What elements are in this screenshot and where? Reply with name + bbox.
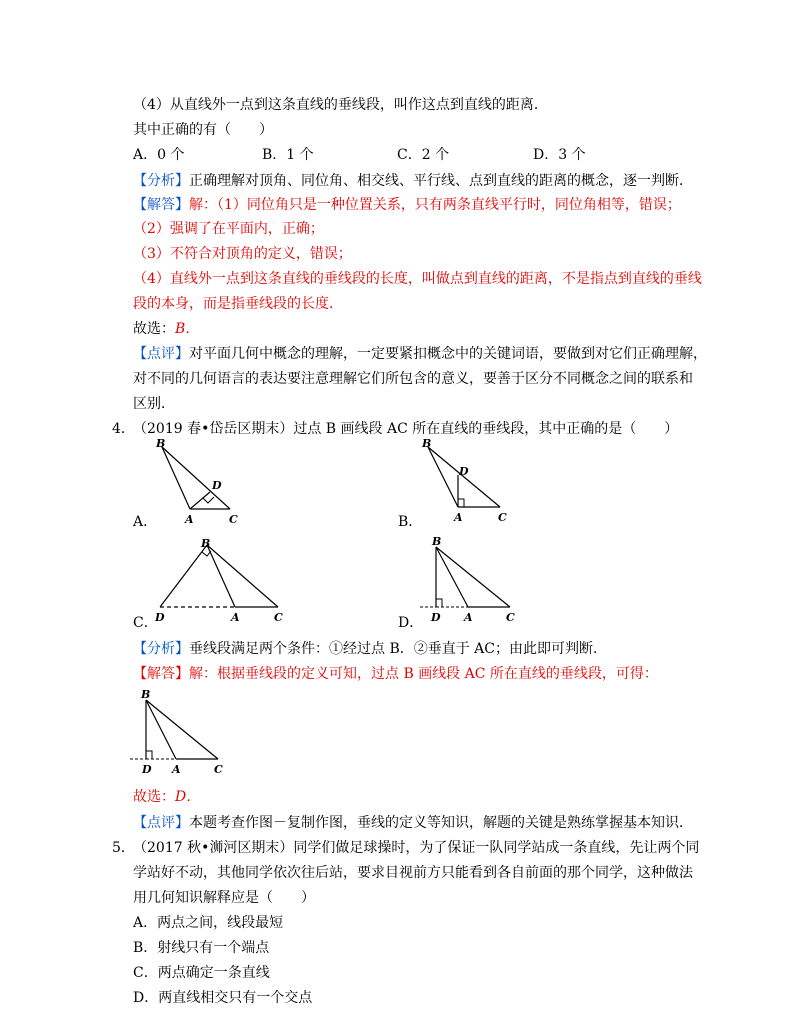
q4-option-b-label: B． (398, 514, 423, 530)
q4-option-c-label: C． (133, 615, 158, 631)
figure-a-svg (150, 437, 260, 527)
point-label-c: C (214, 763, 223, 776)
q3-solution-line-3: （3）不符合对顶角的定义，错误； (133, 246, 352, 262)
comment-text: 对平面几何中概念的理解，一定要紧扣概念中的关键词语，要做到对它们正确理解， (189, 346, 707, 362)
q4-option-a-label: A． (133, 514, 158, 530)
right-angle-mark (203, 497, 214, 503)
answer-value: D． (175, 789, 201, 805)
solution-figure-svg (128, 688, 238, 780)
comment-tag: 【点评】 (133, 346, 189, 362)
segment-ba (146, 700, 176, 759)
q3-option-d: D．3 个 (533, 147, 586, 163)
q5-option-b: B．射线只有一个端点 (133, 940, 270, 956)
point-label-c: C (506, 611, 515, 624)
q4-number: 4． (112, 421, 135, 437)
segment-ba (162, 447, 190, 509)
q3-option-a: A．0 个 (133, 147, 185, 163)
q5-option-a: A．两点之间，线段最短 (133, 915, 284, 931)
q4-option-d-label: D． (398, 615, 424, 631)
q5-option-c: C．两点确定一条直线 (133, 965, 270, 981)
comment-tag: 【点评】 (133, 815, 189, 831)
point-label-a: A (464, 611, 473, 624)
segment-bc (207, 545, 278, 607)
q3-question-prompt: 其中正确的有（ ） (133, 122, 273, 138)
q3-solution-line-5: 段的本身，而是指垂线段的长度． (133, 296, 343, 312)
q4-figure-c (150, 535, 300, 630)
analysis-tag: 【分析】 (133, 641, 189, 657)
q3-solution-line-2: （2）强调了在平面内，正确； (133, 221, 324, 237)
q3-solution-line-1 (133, 196, 681, 214)
point-label-b: B (422, 437, 432, 450)
q3-comment-line-2: 对不同的几何语言的表达要注意理解它们所包含的意义，要善于区分不同概念之间的联系和 (133, 371, 693, 387)
q4-figure-a (150, 437, 260, 527)
q4-stem: （2019 春•岱岳区期末）过点 B 画线段 AC 所在直线的垂线段，其中正确的是（ ） (133, 421, 679, 437)
q4-analysis (133, 640, 607, 658)
q3-option-c: C．2 个 (397, 147, 450, 163)
q3-comment-line-3: 区别． (133, 396, 175, 412)
point-label-b: B (156, 437, 166, 450)
q4-figure-d (418, 535, 528, 630)
segment-ba (207, 545, 235, 607)
point-label-b: B (201, 537, 211, 550)
right-angle-mark (436, 599, 442, 607)
q3-answer (133, 320, 199, 338)
solution-text: 解：根据垂线段的定义可知，过点 B 画线段 AC 所在直线的垂线段，可得： (189, 666, 658, 682)
point-label-a: A (231, 611, 240, 624)
figure-c-svg (150, 535, 300, 630)
point-label-c: C (229, 513, 238, 526)
q5-number: 5． (112, 840, 135, 856)
q5-option-d: D．两直线相交只有一个交点 (133, 990, 313, 1006)
point-label-a: A (185, 513, 194, 526)
analysis-text: 垂线段满足两个条件：①经过点 B．②垂直于 AC；由此即可判断． (189, 641, 608, 657)
solution-tag: 【解答】 (133, 197, 189, 213)
segment-ad (190, 492, 210, 509)
q4-solution-figure (128, 688, 238, 780)
q3-comment-line-1 (133, 345, 707, 363)
q4-solution (133, 665, 658, 683)
q4-comment (133, 814, 693, 832)
q3-statement-4: （4）从直线外一点到这条直线的垂线段，叫作这点到直线的距离． (133, 97, 548, 113)
point-label-b: B (141, 688, 151, 701)
point-label-d: D (459, 465, 469, 478)
segment-bc (146, 700, 218, 759)
point-label-d: D (155, 611, 165, 624)
comment-text: 本题考查作图－复制作图，垂线的定义等知识，解题的关键是熟练掌握基本知识． (189, 815, 693, 831)
right-angle-mark (146, 751, 152, 759)
q5-stem-line-1: （2017 秋•浉河区期末）同学们做足球操时，为了保证一队同学站成一条直线，先让两个同 (133, 840, 700, 856)
q3-solution-line-4: （4）直线外一点到这条直线的垂线段的长度，叫做点到直线的距离，不是指点到直线的垂线 (133, 271, 702, 287)
solution-tag: 【解答】 (133, 666, 189, 682)
point-label-d: D (431, 611, 441, 624)
q3-analysis (133, 172, 693, 190)
q5-stem-line-3: 用几何知识解释应是（ ） (133, 890, 315, 906)
segment-ba (428, 447, 458, 507)
segment-bc (162, 447, 230, 509)
figure-b-svg (418, 437, 528, 527)
answer-prefix: 故选： (133, 321, 175, 337)
point-label-d: D (142, 763, 152, 776)
segment-bd (160, 545, 207, 607)
figure-d-svg (418, 535, 528, 630)
solution-text: 解：（1）同位角只是一种位置关系，只有两条直线平行时，同位角相等，错误； (189, 197, 681, 213)
point-label-a: A (454, 511, 463, 524)
point-label-c: C (498, 511, 507, 524)
answer-value: B． (175, 321, 200, 337)
segment-ba (436, 547, 468, 607)
q4-figure-b (418, 437, 528, 527)
q3-option-b: B．1 个 (262, 147, 314, 163)
analysis-tag: 【分析】 (133, 173, 189, 189)
right-angle-mark (458, 499, 464, 507)
point-label-b: B (432, 535, 442, 548)
answer-prefix: 故选： (133, 789, 175, 805)
point-label-c: C (274, 611, 283, 624)
analysis-text: 正确理解对顶角、同位角、相交线、平行线、点到直线的距离的概念，逐一判断． (189, 173, 693, 189)
q5-stem-line-2: 学站好不动，其他同学依次往后站，要求目视前方只能看到各自前面的那个同学，这种做法 (133, 865, 693, 881)
segment-bc (436, 547, 510, 607)
point-label-a: A (172, 763, 181, 776)
q4-answer (133, 788, 200, 806)
point-label-d: D (212, 479, 222, 492)
